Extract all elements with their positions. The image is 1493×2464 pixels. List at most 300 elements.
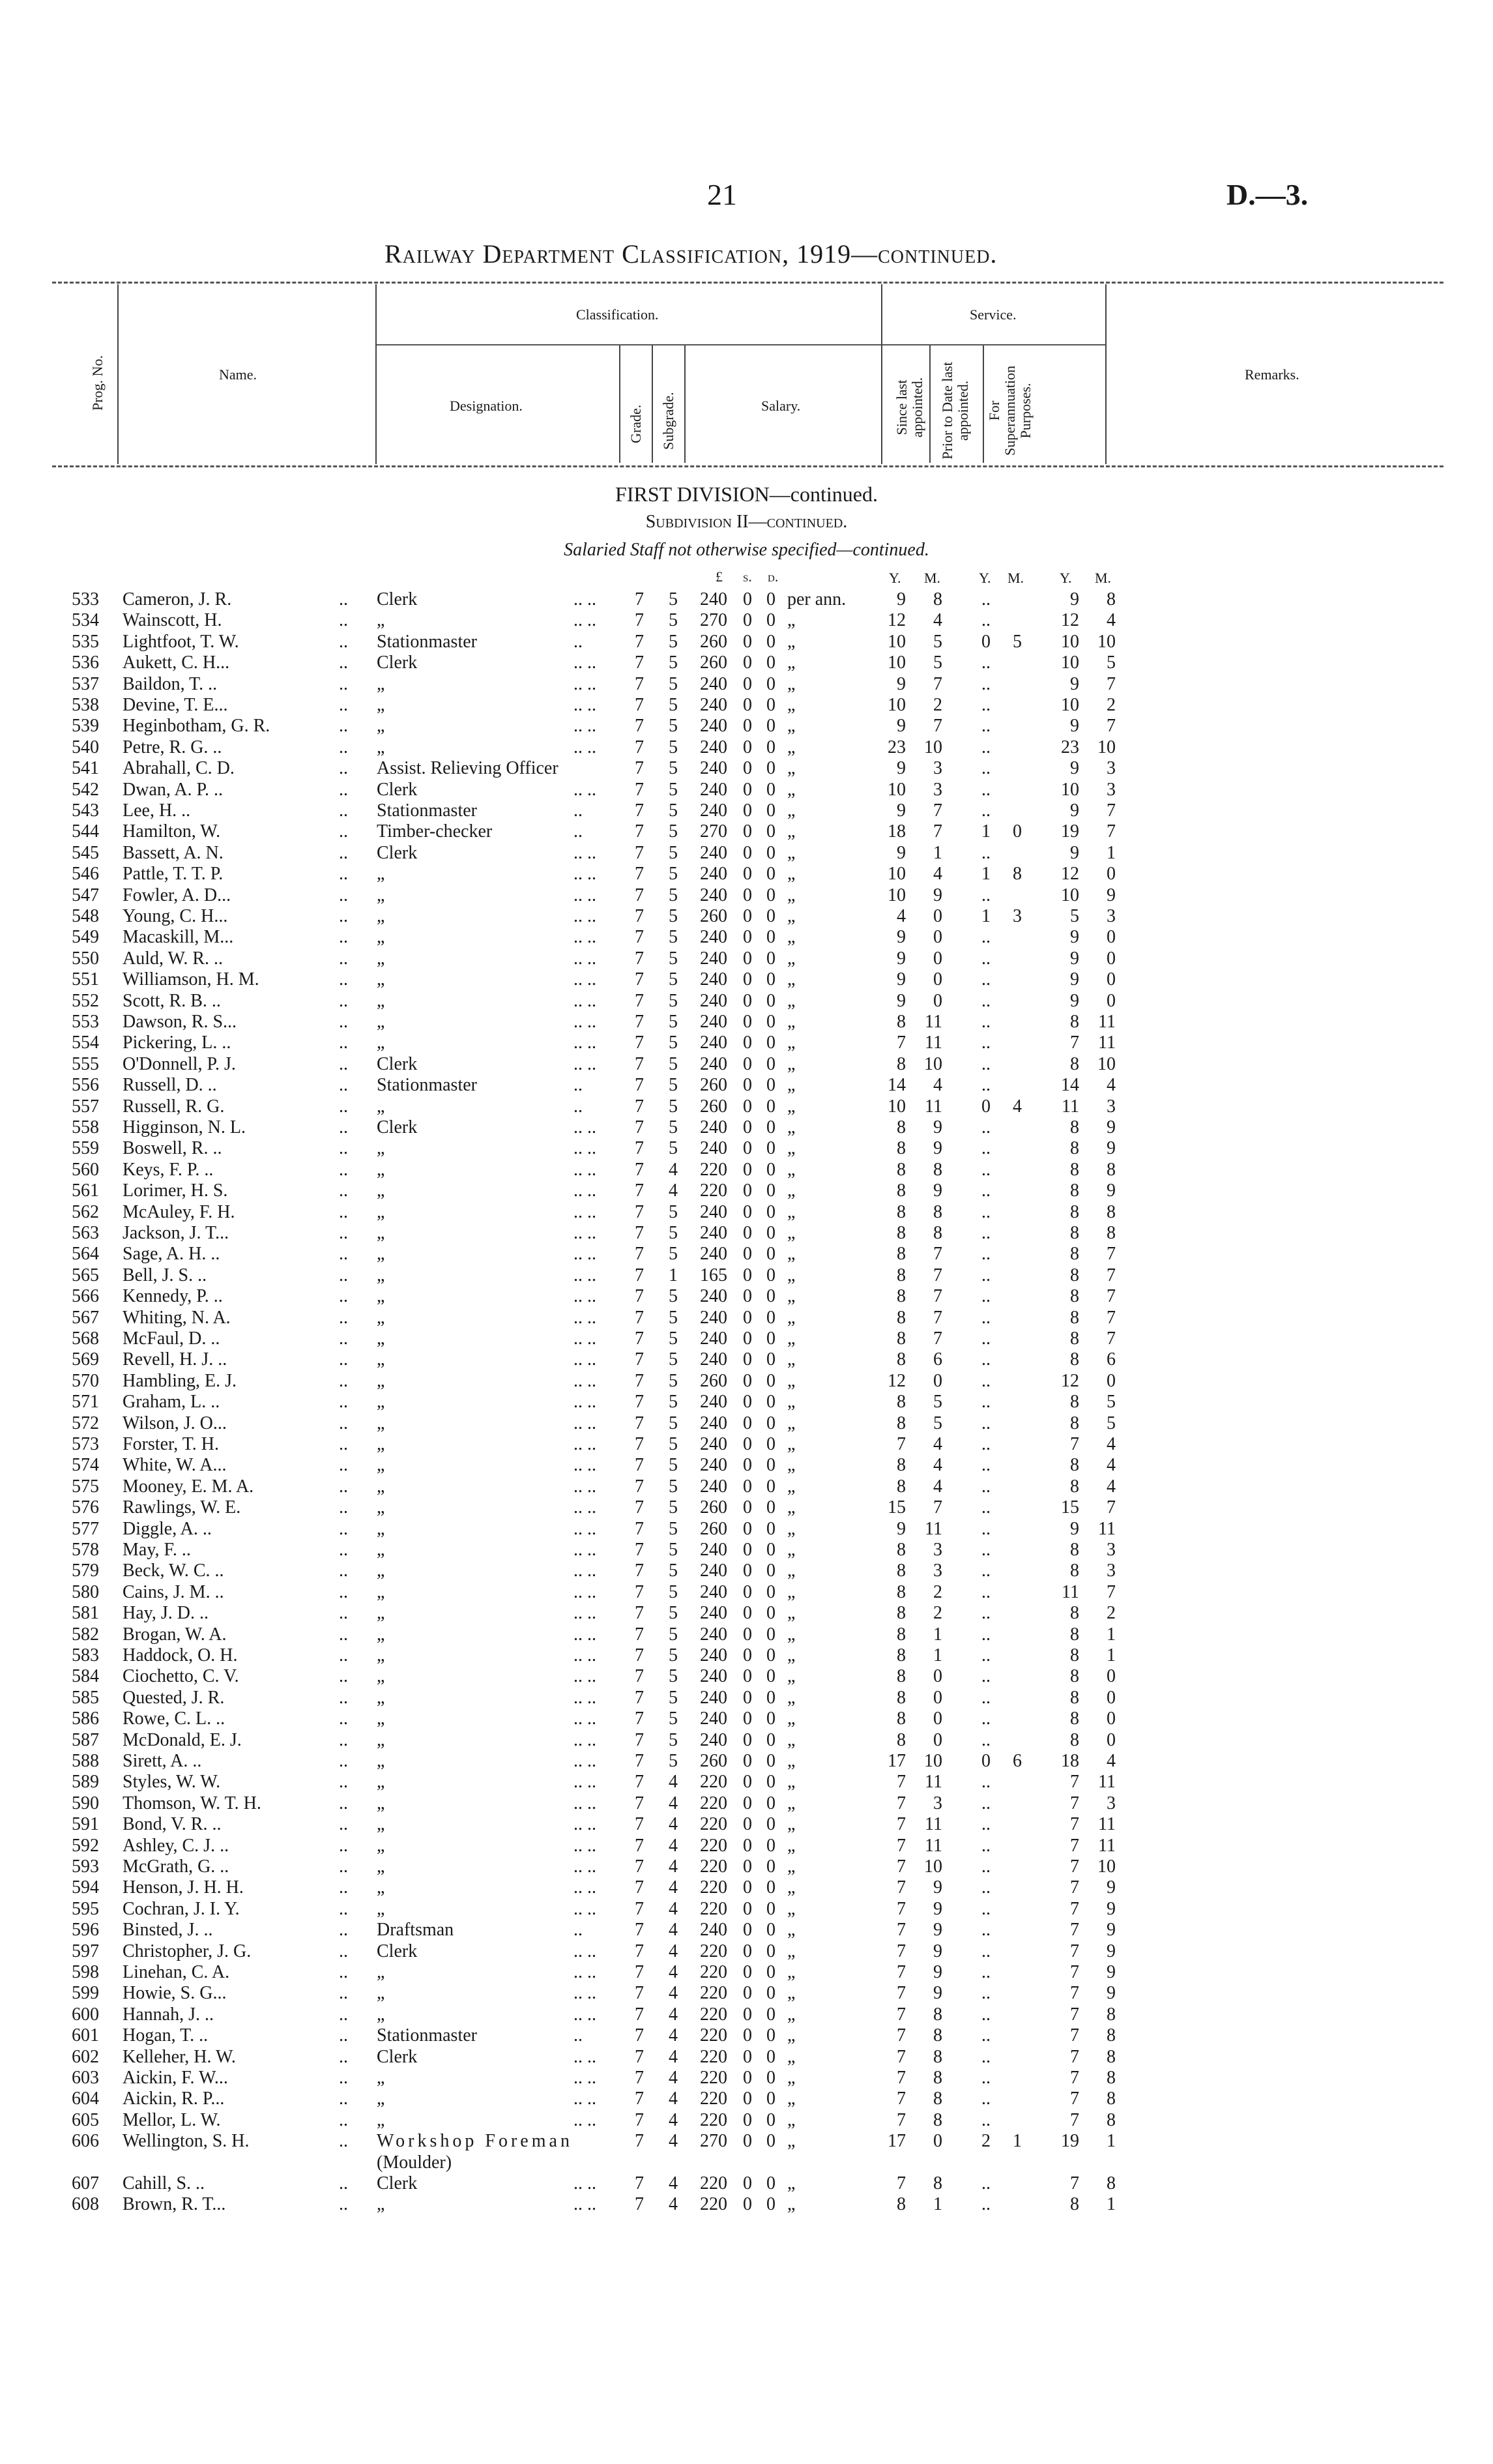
leader-dots: .. (339, 906, 348, 926)
subgrade-cell: 4 (669, 1941, 678, 1961)
designation-cell: „ (377, 1033, 385, 1053)
designation-cell: „ (377, 1709, 385, 1729)
grade-cell: 7 (635, 2131, 644, 2152)
header-remarks: Remarks. (1245, 366, 1299, 383)
salary-shillings-cell: 0 (743, 1856, 752, 1877)
since-months-cell: 4 (933, 1455, 942, 1476)
super-months-cell: 8 (1107, 1159, 1116, 1180)
salary-shillings-cell: 0 (743, 1898, 752, 1919)
prior-years-cell: 2 (981, 2131, 991, 2152)
salary-shillings-cell: 0 (743, 716, 752, 737)
salary-pounds-cell: 240 (700, 758, 727, 779)
since-years-cell: 10 (888, 631, 906, 652)
subgrade-cell: 5 (669, 758, 678, 779)
prior-years-cell: .. (981, 1561, 991, 1581)
leader-dots: .. .. (573, 2173, 596, 2193)
name-cell: Brown, R. T... (123, 2194, 226, 2215)
since-years-cell: 7 (897, 2068, 906, 2088)
grade-cell: 7 (635, 1244, 644, 1265)
prog-no-cell: 536 (72, 653, 99, 673)
salary-shillings-cell: 0 (743, 2173, 752, 2193)
subgrade-cell: 4 (669, 1772, 678, 1793)
leader-dots: .. (339, 2194, 348, 2215)
leader-dots: .. .. (573, 1286, 596, 1307)
salary-shillings-cell: 0 (743, 779, 752, 800)
since-months-cell: 9 (933, 1117, 942, 1137)
grade-cell: 7 (635, 2173, 644, 2193)
name-cell: Hogan, T. .. (123, 2025, 209, 2046)
salary-shillings-cell: 0 (743, 1666, 752, 1687)
leader-dots: .. (573, 800, 583, 821)
salary-pence-cell: 0 (766, 1497, 775, 1518)
super-years-cell: 8 (1070, 1012, 1079, 1032)
leader-dots: .. .. (573, 1181, 596, 1201)
super-months-cell: 3 (1107, 758, 1116, 779)
prior-years-cell: .. (981, 1138, 991, 1159)
super-years-cell: 7 (1070, 2046, 1079, 2067)
super-years-cell: 14 (1061, 1075, 1079, 1096)
super-years-cell: 11 (1062, 1096, 1079, 1117)
subgrade-cell: 5 (669, 1603, 678, 1624)
table-row (0, 1392, 1493, 1413)
salary-period-cell: „ (787, 1223, 796, 1243)
leader-dots: .. (339, 864, 348, 885)
subgrade-cell: 5 (669, 610, 678, 631)
grade-cell: 7 (635, 1687, 644, 1708)
salary-pounds-cell: 240 (700, 1349, 727, 1370)
leader-dots: .. .. (573, 2109, 596, 2130)
prior-years-cell: .. (981, 1244, 991, 1265)
salary-pounds-cell: 220 (700, 1793, 727, 1813)
salary-shillings-cell: 0 (743, 1434, 752, 1454)
since-months-cell: 5 (933, 653, 942, 673)
since-years-cell: 8 (897, 1159, 906, 1180)
divider-classification (881, 284, 882, 464)
salary-shillings-cell: 0 (743, 2194, 752, 2215)
leader-dots: .. .. (573, 1709, 596, 1729)
leader-dots: .. .. (573, 1117, 596, 1137)
since-months-cell: 9 (933, 1920, 942, 1941)
super-years-cell: 8 (1070, 1117, 1079, 1137)
super-months-cell: 7 (1107, 1286, 1116, 1307)
salary-pence-cell: 0 (766, 1793, 775, 1813)
header-salary: Salary. (761, 398, 801, 414)
leader-dots: .. .. (573, 1244, 596, 1265)
prog-no-cell: 582 (72, 1624, 99, 1645)
salary-period-cell: „ (787, 1856, 796, 1877)
prog-no-cell: 601 (72, 2025, 99, 2046)
subgrade-cell: 5 (669, 695, 678, 715)
prior-years-cell: 0 (981, 1096, 991, 1117)
table-row (0, 1096, 1493, 1117)
salary-shillings-cell: 0 (743, 1793, 752, 1813)
subgrade-cell: 5 (669, 779, 678, 800)
grade-cell: 7 (635, 1983, 644, 2004)
salary-period-cell: „ (787, 1117, 796, 1137)
salary-shillings-cell: 0 (743, 673, 752, 694)
super-months-cell: 11 (1098, 1012, 1116, 1032)
leader-dots: .. .. (573, 1413, 596, 1433)
leader-dots: .. (339, 1835, 348, 1856)
salary-pounds-cell: 240 (700, 1687, 727, 1708)
leader-dots: .. .. (573, 1687, 596, 1708)
since-months-cell: 4 (933, 1476, 942, 1497)
since-years-cell: 7 (897, 1772, 906, 1793)
salary-period-cell: „ (787, 1772, 796, 1793)
salary-pounds-cell: 240 (700, 1138, 727, 1159)
salary-period-cell: „ (787, 737, 796, 757)
subgrade-cell: 4 (669, 2089, 678, 2109)
since-months-cell: 0 (933, 906, 942, 926)
super-months-cell: 9 (1107, 1898, 1116, 1919)
leader-dots: .. .. (573, 779, 596, 800)
prog-no-cell: 577 (72, 1518, 99, 1539)
salary-pounds-cell: 240 (700, 1286, 727, 1307)
unit-years-since: Y. (889, 570, 901, 586)
salary-period-cell: „ (787, 1012, 796, 1032)
super-years-cell: 19 (1061, 2131, 1079, 2152)
grade-cell: 7 (635, 927, 644, 948)
grade-cell: 7 (635, 1053, 644, 1074)
prior-years-cell: .. (981, 2109, 991, 2130)
super-months-cell: 8 (1107, 589, 1116, 609)
since-years-cell: 7 (897, 1835, 906, 1856)
salary-pence-cell: 0 (766, 842, 775, 863)
grade-cell: 7 (635, 779, 644, 800)
leader-dots: .. (339, 1392, 348, 1413)
designation-cell: „ (377, 1898, 385, 1919)
prog-no-cell: 552 (72, 990, 99, 1011)
prog-no-cell: 543 (72, 800, 99, 821)
salary-shillings-cell: 0 (743, 1603, 752, 1624)
divider-name (375, 284, 377, 464)
prior-years-cell: 1 (981, 821, 991, 842)
super-years-cell: 15 (1061, 1497, 1079, 1518)
leader-dots: .. (339, 1983, 348, 2004)
prior-years-cell: .. (981, 1898, 991, 1919)
salary-period-cell: „ (787, 1286, 796, 1307)
salary-pence-cell: 0 (766, 1687, 775, 1708)
salary-period-cell: „ (787, 990, 796, 1011)
salary-pounds-cell: 240 (700, 927, 727, 948)
name-cell: Diggle, A. .. (123, 1518, 212, 1539)
leader-dots: .. .. (573, 1497, 596, 1518)
prog-no-cell: 545 (72, 842, 99, 863)
leader-dots: .. .. (573, 1307, 596, 1328)
divider-prog (117, 284, 119, 464)
super-years-cell: 8 (1070, 1413, 1079, 1433)
name-cell: Aickin, R. P... (123, 2089, 225, 2109)
salary-pence-cell: 0 (766, 1856, 775, 1877)
name-cell: Dwan, A. P. .. (123, 779, 224, 800)
salary-pence-cell: 0 (766, 1983, 775, 2004)
subgrade-cell: 5 (669, 1581, 678, 1602)
salary-pounds-cell: 220 (700, 1159, 727, 1180)
since-months-cell: 9 (933, 1983, 942, 2004)
salary-period-cell: „ (787, 1835, 796, 1856)
leader-dots: .. .. (573, 1476, 596, 1497)
salary-shillings-cell: 0 (743, 1370, 752, 1391)
grade-cell: 7 (635, 2089, 644, 2109)
salary-shillings-cell: 0 (743, 1729, 752, 1750)
super-months-cell: 7 (1107, 1307, 1116, 1328)
super-years-cell: 9 (1070, 758, 1079, 779)
subgrade-cell: 4 (669, 1181, 678, 1201)
salary-pounds-cell: 220 (700, 1856, 727, 1877)
designation-cell: „ (377, 1983, 385, 2004)
salary-period-cell: „ (787, 2109, 796, 2130)
table-row (0, 2068, 1493, 2089)
salary-pounds-cell: 220 (700, 1962, 727, 1982)
super-months-cell: 8 (1107, 1223, 1116, 1243)
designation-cell: Clerk (377, 2046, 418, 2067)
salary-pounds-cell: 260 (700, 906, 727, 926)
grade-cell: 7 (635, 2194, 644, 2215)
salary-pounds-cell: 220 (700, 2068, 727, 2088)
prog-no-cell: 591 (72, 1814, 99, 1835)
classification-rule (377, 344, 1107, 345)
since-months-cell: 1 (933, 842, 942, 863)
salary-period-cell: „ (787, 969, 796, 990)
grade-cell: 7 (635, 1370, 644, 1391)
super-months-cell: 7 (1107, 673, 1116, 694)
name-cell: Sirett, A. .. (123, 1751, 202, 1771)
grade-cell: 7 (635, 1223, 644, 1243)
designation-cell: „ (377, 948, 385, 969)
salary-shillings-cell: 0 (743, 969, 752, 990)
prior-years-cell: .. (981, 1920, 991, 1941)
prog-no-cell: 572 (72, 1413, 99, 1433)
salary-period-cell: „ (787, 1159, 796, 1180)
leader-dots: .. (339, 1624, 348, 1645)
name-cell: Bassett, A. N. (123, 842, 224, 863)
grade-cell: 7 (635, 1962, 644, 1982)
since-months-cell: 9 (933, 1877, 942, 1898)
prog-no-cell: 607 (72, 2173, 99, 2193)
grade-cell: 7 (635, 610, 644, 631)
salary-period-cell: „ (787, 1455, 796, 1476)
since-years-cell: 8 (897, 1603, 906, 1624)
salary-pounds-cell: 240 (700, 1012, 727, 1032)
designation-cell: „ (377, 1666, 385, 1687)
leader-dots: .. (339, 653, 348, 673)
subgrade-cell: 5 (669, 1370, 678, 1391)
designation-cell: „ (377, 673, 385, 694)
grade-cell: 7 (635, 1729, 644, 1750)
table-row (0, 1202, 1493, 1223)
salary-shillings-cell: 0 (743, 1012, 752, 1032)
subgrade-cell: 5 (669, 927, 678, 948)
leader-dots: .. .. (573, 1814, 596, 1835)
salary-pounds-cell: 260 (700, 1751, 727, 1771)
super-years-cell: 9 (1070, 589, 1079, 609)
since-years-cell: 7 (897, 1033, 906, 1053)
salary-period-cell: „ (787, 1729, 796, 1750)
grade-cell: 7 (635, 653, 644, 673)
super-years-cell: 7 (1070, 2025, 1079, 2046)
super-years-cell: 12 (1061, 610, 1079, 631)
prog-no-cell: 559 (72, 1138, 99, 1159)
grade-cell: 7 (635, 1772, 644, 1793)
table-row (0, 2110, 1493, 2131)
super-years-cell: 8 (1070, 1540, 1079, 1560)
since-months-cell: 7 (933, 1497, 942, 1518)
table-row (0, 1856, 1493, 1877)
leader-dots: .. (339, 1476, 348, 1497)
salary-pence-cell: 0 (766, 1265, 775, 1285)
designation-cell: (Moulder) (377, 2152, 452, 2173)
salary-shillings-cell: 0 (743, 842, 752, 863)
salary-pounds-cell: 165 (700, 1265, 727, 1285)
leader-dots: .. (339, 2004, 348, 2025)
since-years-cell: 10 (888, 653, 906, 673)
super-months-cell: 7 (1107, 1265, 1116, 1285)
designation-cell: Clerk (377, 1117, 418, 1137)
leader-dots: .. .. (573, 2194, 596, 2215)
prior-years-cell: .. (981, 1476, 991, 1497)
since-months-cell: 8 (933, 2109, 942, 2130)
leader-dots: .. .. (573, 1772, 596, 1793)
salary-shillings-cell: 0 (743, 1814, 752, 1835)
leader-dots: .. (339, 1751, 348, 1771)
designation-cell: Timber-checker (377, 821, 493, 842)
prior-months-cell: 3 (1013, 906, 1022, 926)
salary-shillings-cell: 0 (743, 631, 752, 652)
super-months-cell: 8 (1107, 2004, 1116, 2025)
since-years-cell: 7 (897, 1941, 906, 1961)
unit-months-since: M. (924, 570, 941, 586)
since-months-cell: 8 (933, 2004, 942, 2025)
prior-years-cell: .. (981, 1835, 991, 1856)
prior-months-cell: 5 (1013, 631, 1022, 652)
subgrade-cell: 4 (669, 1962, 678, 1982)
grade-cell: 7 (635, 1075, 644, 1096)
grade-cell: 7 (635, 1497, 644, 1518)
prog-no-cell: 564 (72, 1244, 99, 1265)
table-row (0, 653, 1493, 673)
designation-cell: „ (377, 1476, 385, 1497)
salary-shillings-cell: 0 (743, 1540, 752, 1560)
salary-period-cell: „ (787, 1687, 796, 1708)
salary-pounds-cell: 220 (700, 2025, 727, 2046)
subgrade-cell: 5 (669, 1033, 678, 1053)
salary-pounds-cell: 220 (700, 2194, 727, 2215)
salary-shillings-cell: 0 (743, 1497, 752, 1518)
subgrade-cell: 5 (669, 716, 678, 737)
prior-years-cell: .. (981, 1349, 991, 1370)
leader-dots: .. (339, 1223, 348, 1243)
prior-years-cell: .. (981, 948, 991, 969)
grade-cell: 7 (635, 1265, 644, 1285)
salary-shillings-cell: 0 (743, 1645, 752, 1665)
since-years-cell: 8 (897, 1053, 906, 1074)
designation-cell: „ (377, 1159, 385, 1180)
super-years-cell: 7 (1070, 2068, 1079, 2088)
leader-dots: .. (339, 1729, 348, 1750)
grade-cell: 7 (635, 1413, 644, 1433)
designation-cell: „ (377, 1012, 385, 1032)
salary-pounds-cell: 220 (700, 1772, 727, 1793)
salary-period-cell: „ (787, 1265, 796, 1285)
name-cell: Lee, H. .. (123, 800, 191, 821)
since-months-cell: 7 (933, 1307, 942, 1328)
leader-dots: .. (339, 948, 348, 969)
prog-no-cell: 574 (72, 1455, 99, 1476)
since-years-cell: 8 (897, 1138, 906, 1159)
prior-years-cell: .. (981, 2046, 991, 2067)
since-years-cell: 14 (888, 1075, 906, 1096)
designation-cell: „ (377, 1540, 385, 1560)
leader-dots: .. .. (573, 1138, 596, 1159)
subgrade-cell: 5 (669, 1540, 678, 1560)
name-cell: Pickering, L. .. (123, 1033, 231, 1053)
leader-dots: .. .. (573, 1265, 596, 1285)
since-years-cell: 8 (897, 1286, 906, 1307)
super-months-cell: 4 (1107, 1434, 1116, 1454)
super-months-cell: 2 (1107, 1603, 1116, 1624)
prior-years-cell: 1 (981, 864, 991, 885)
designation-cell: Clerk (377, 779, 418, 800)
grade-cell: 7 (635, 2025, 644, 2046)
since-months-cell: 11 (925, 1012, 942, 1032)
grade-cell: 7 (635, 1793, 644, 1813)
designation-cell: „ (377, 906, 385, 926)
since-months-cell: 11 (925, 1033, 942, 1053)
since-years-cell: 8 (897, 1624, 906, 1645)
prior-years-cell: .. (981, 1434, 991, 1454)
prog-no-cell: 548 (72, 906, 99, 926)
since-months-cell: 1 (933, 1624, 942, 1645)
salary-pounds-cell: 240 (700, 1729, 727, 1750)
salary-pence-cell: 0 (766, 673, 775, 694)
header-grade: Grade. (628, 404, 644, 443)
prior-years-cell: .. (981, 1645, 991, 1665)
salary-pounds-cell: 220 (700, 1898, 727, 1919)
name-cell: Keys, F. P. .. (123, 1159, 214, 1180)
super-years-cell: 8 (1070, 1201, 1079, 1222)
prog-no-cell: 544 (72, 821, 99, 842)
name-cell: Cains, J. M. .. (123, 1581, 224, 1602)
prog-no-cell: 535 (72, 631, 99, 652)
salary-period-cell: „ (787, 1053, 796, 1074)
name-cell: Whiting, N. A. (123, 1307, 231, 1328)
since-years-cell: 8 (897, 1666, 906, 1687)
salary-pounds-cell: 240 (700, 1561, 727, 1581)
leader-dots: .. (339, 631, 348, 652)
salary-period-cell: „ (787, 1328, 796, 1349)
table-row (0, 610, 1493, 631)
unit-shilling: s. (743, 568, 752, 585)
prior-years-cell: .. (981, 1856, 991, 1877)
table-row (0, 2131, 1493, 2152)
super-months-cell: 9 (1107, 1920, 1116, 1941)
salary-period-cell: „ (787, 2046, 796, 2067)
subgrade-cell: 4 (669, 2173, 678, 2193)
table-row (0, 1603, 1493, 1624)
leader-dots: .. .. (573, 1941, 596, 1961)
salary-pounds-cell: 240 (700, 1920, 727, 1941)
salary-pounds-cell: 240 (700, 1709, 727, 1729)
salary-pence-cell: 0 (766, 1941, 775, 1961)
salary-pence-cell: 0 (766, 1835, 775, 1856)
prog-no-cell: 551 (72, 969, 99, 990)
leader-dots: .. (573, 1096, 583, 1117)
salary-pence-cell: 0 (766, 969, 775, 990)
table-row (0, 1455, 1493, 1476)
divider-service (1105, 284, 1107, 464)
designation-cell: „ (377, 2004, 385, 2025)
grade-cell: 7 (635, 716, 644, 737)
